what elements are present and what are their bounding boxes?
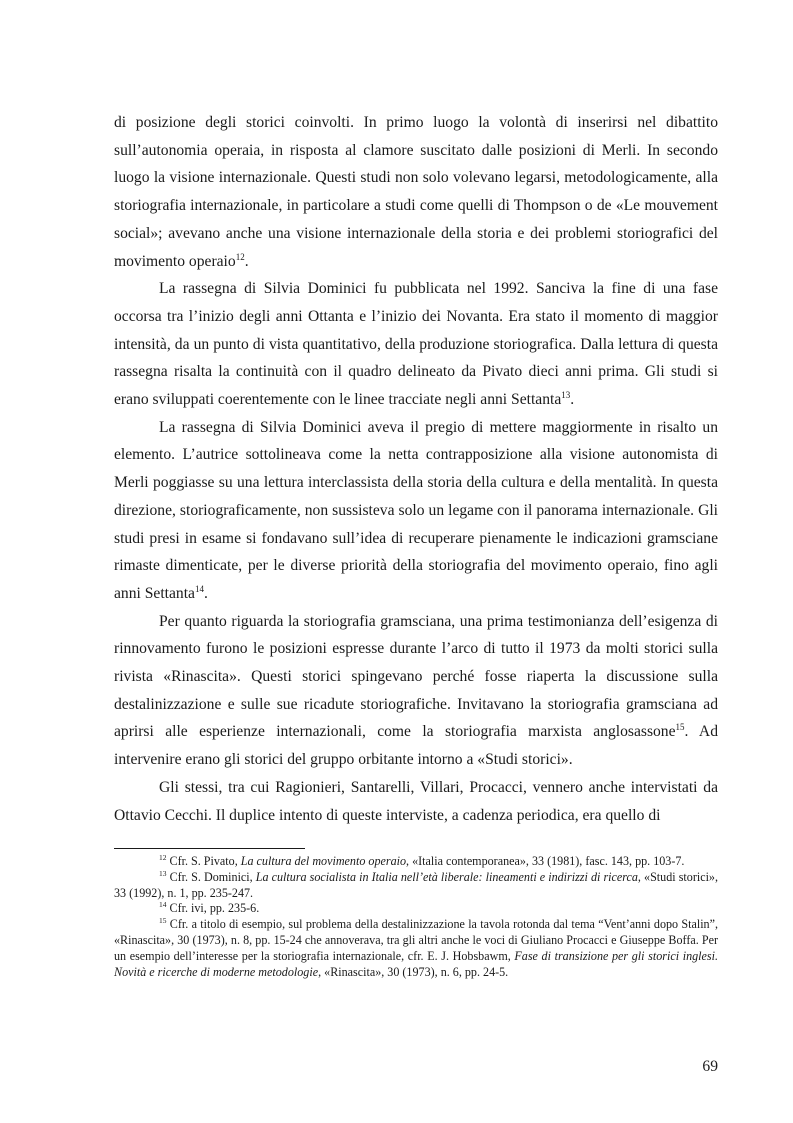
- body-text: [114, 109, 718, 829]
- paragraph-5-text: Gli stessi, tra cui Ragionieri, Santarelli, Villari, Procacci, vennero anche intervistati da Ottavio Cecchi. Il duplice intento di queste interviste, a cadenza periodica, era quello di: [114, 778, 718, 824]
- footnote-15: [114, 917, 718, 980]
- paragraph-1-text: di posizione degli storici coinvolti. In primo luogo la volontà di inserirsi nel dibattito sull’autonomia operaia, in risposta al clamore suscitato dalle posizioni di Merli. In secondo luogo la visione internazionale. Questi studi non solo volevano legarsi, metodologicamente, alla storiografia internazionale, in particolare a studi come quelli di Thompson o de «Le mouvement social»; avevano anche una visione internazionale della storia e dei problemi storiografici del movimento operaio: [114, 114, 718, 270]
- paragraph-4-text: Per quanto riguarda la storiografia gramsciana, una prima testimonianza dell’esigenza di rinnovamento furono le posizioni espresse durante l’arco di tutto il 1973 da molti storici sulla rivista «Rinascita». Questi storici spingevano perché fosse riaperta la discussione sulla destalinizzazione e sulle sue ricadute storiografiche. Invitavano la storiografia gramsciana ad aprirsi alle esperienze internazionali, come la storiografia marxista anglosassone: [114, 612, 718, 741]
- footnote-number: 12: [159, 853, 167, 862]
- footnote-ref-15[interactable]: 15: [675, 722, 685, 733]
- paragraph-2: [114, 275, 718, 414]
- footnote-text: , «Italia contemporanea», 33 (1981), fasc. 143, pp. 103-7.: [406, 854, 685, 868]
- footnote-text: , «Rinascita», 30 (1973), n. 6, pp. 24-5.: [318, 964, 509, 979]
- footnotes: [114, 854, 718, 980]
- paragraph-1-end: .: [244, 252, 249, 270]
- footnote-ref-12[interactable]: 12: [235, 251, 245, 262]
- footnote-title: La cultura socialista in Italia nell’età liberale: lineamenti e indirizzi di ricerca: [255, 869, 638, 884]
- paragraph-2-text: La rassegna di Silvia Dominici fu pubblicata nel 1992. Sanciva la fine di una fase occorsa tra l’inizio degli anni Ottanta e l’inizio dei Novanta. Era stato il momento di maggior intensità, da un punto di vista quantitativo, della produzione storiografica. Dalla lettura di questa rassegna risalta la continuità con il quadro delineato da Pivato dieci anni prima. Gli studi si erano sviluppati coerentemente con le linee tracciate negli anni Settanta: [114, 280, 718, 409]
- footnote-12: [114, 854, 718, 870]
- footnote-ref-14[interactable]: 14: [194, 583, 204, 594]
- footnote-ref-13[interactable]: 13: [561, 390, 571, 401]
- footnote-14: [114, 901, 718, 917]
- footnote-13: [114, 870, 718, 902]
- footnote-separator: [114, 848, 305, 849]
- footnote-number: 14: [159, 900, 167, 910]
- footnote-title: Fase di transizione per gli storici inglesi. Novità e ricerche di moderne metodologie: [114, 948, 718, 979]
- paragraph-4-end: . Ad intervenire erano gli storici del gruppo orbitante intorno a «Studi storici».: [114, 723, 718, 769]
- paragraph-3: [114, 414, 718, 608]
- paragraph-2-end: .: [570, 391, 575, 409]
- paragraph-5: [114, 774, 718, 829]
- paragraph-4: [114, 608, 718, 774]
- footnote-number: 15: [159, 916, 167, 926]
- page-number: 69: [702, 1058, 718, 1075]
- footnote-text: Cfr. S. Pivato,: [166, 854, 241, 868]
- footnote-text: Cfr. ivi, pp. 235-6.: [166, 901, 260, 916]
- footnote-title: La cultura del movimento operaio: [240, 854, 407, 868]
- footnote-text: Cfr. a titolo di esempio, sul problema della destalinizzazione la tavola rotonda dal tema “Vent’anni dopo Stalin”, «Rinascita», 30 (1973), n. 8, pp. 15-24 che annoverava, tra gli altri anche le voci di Giuliano Procacci e Giuseppe Boffa. Per un esempio dell’interesse per la storiografia internazionale, cfr. E. J. Hobsbawm,: [114, 917, 718, 963]
- footnote-text: Cfr. S. Dominici,: [166, 869, 256, 884]
- paragraph-3-text: La rassegna di Silvia Dominici aveva il pregio di mettere maggiormente in risalto un elemento. L’autrice sottolineava come la netta contrapposizione alla visione autonomista di Merli poggiasse su una lettura interclassista della storia della cultura e della mentalità. In questa direzione, storiograficamente, non sussisteva solo un legame con il panorama internazionale. Gli studi presi in esame si fondavano sull’idea di recuperare pienamente le indicazioni gramsciane rimaste dimenticate, per le diverse priorità della storiografia del movimento operaio, fino agli anni Settanta: [114, 418, 718, 602]
- paragraph-1: [114, 109, 718, 275]
- footnote-number: 13: [159, 868, 167, 878]
- paragraph-3-end: .: [203, 584, 208, 602]
- footnote-text: , «Studi storici», 33 (1992), n. 1, pp. 235-247.: [114, 869, 718, 900]
